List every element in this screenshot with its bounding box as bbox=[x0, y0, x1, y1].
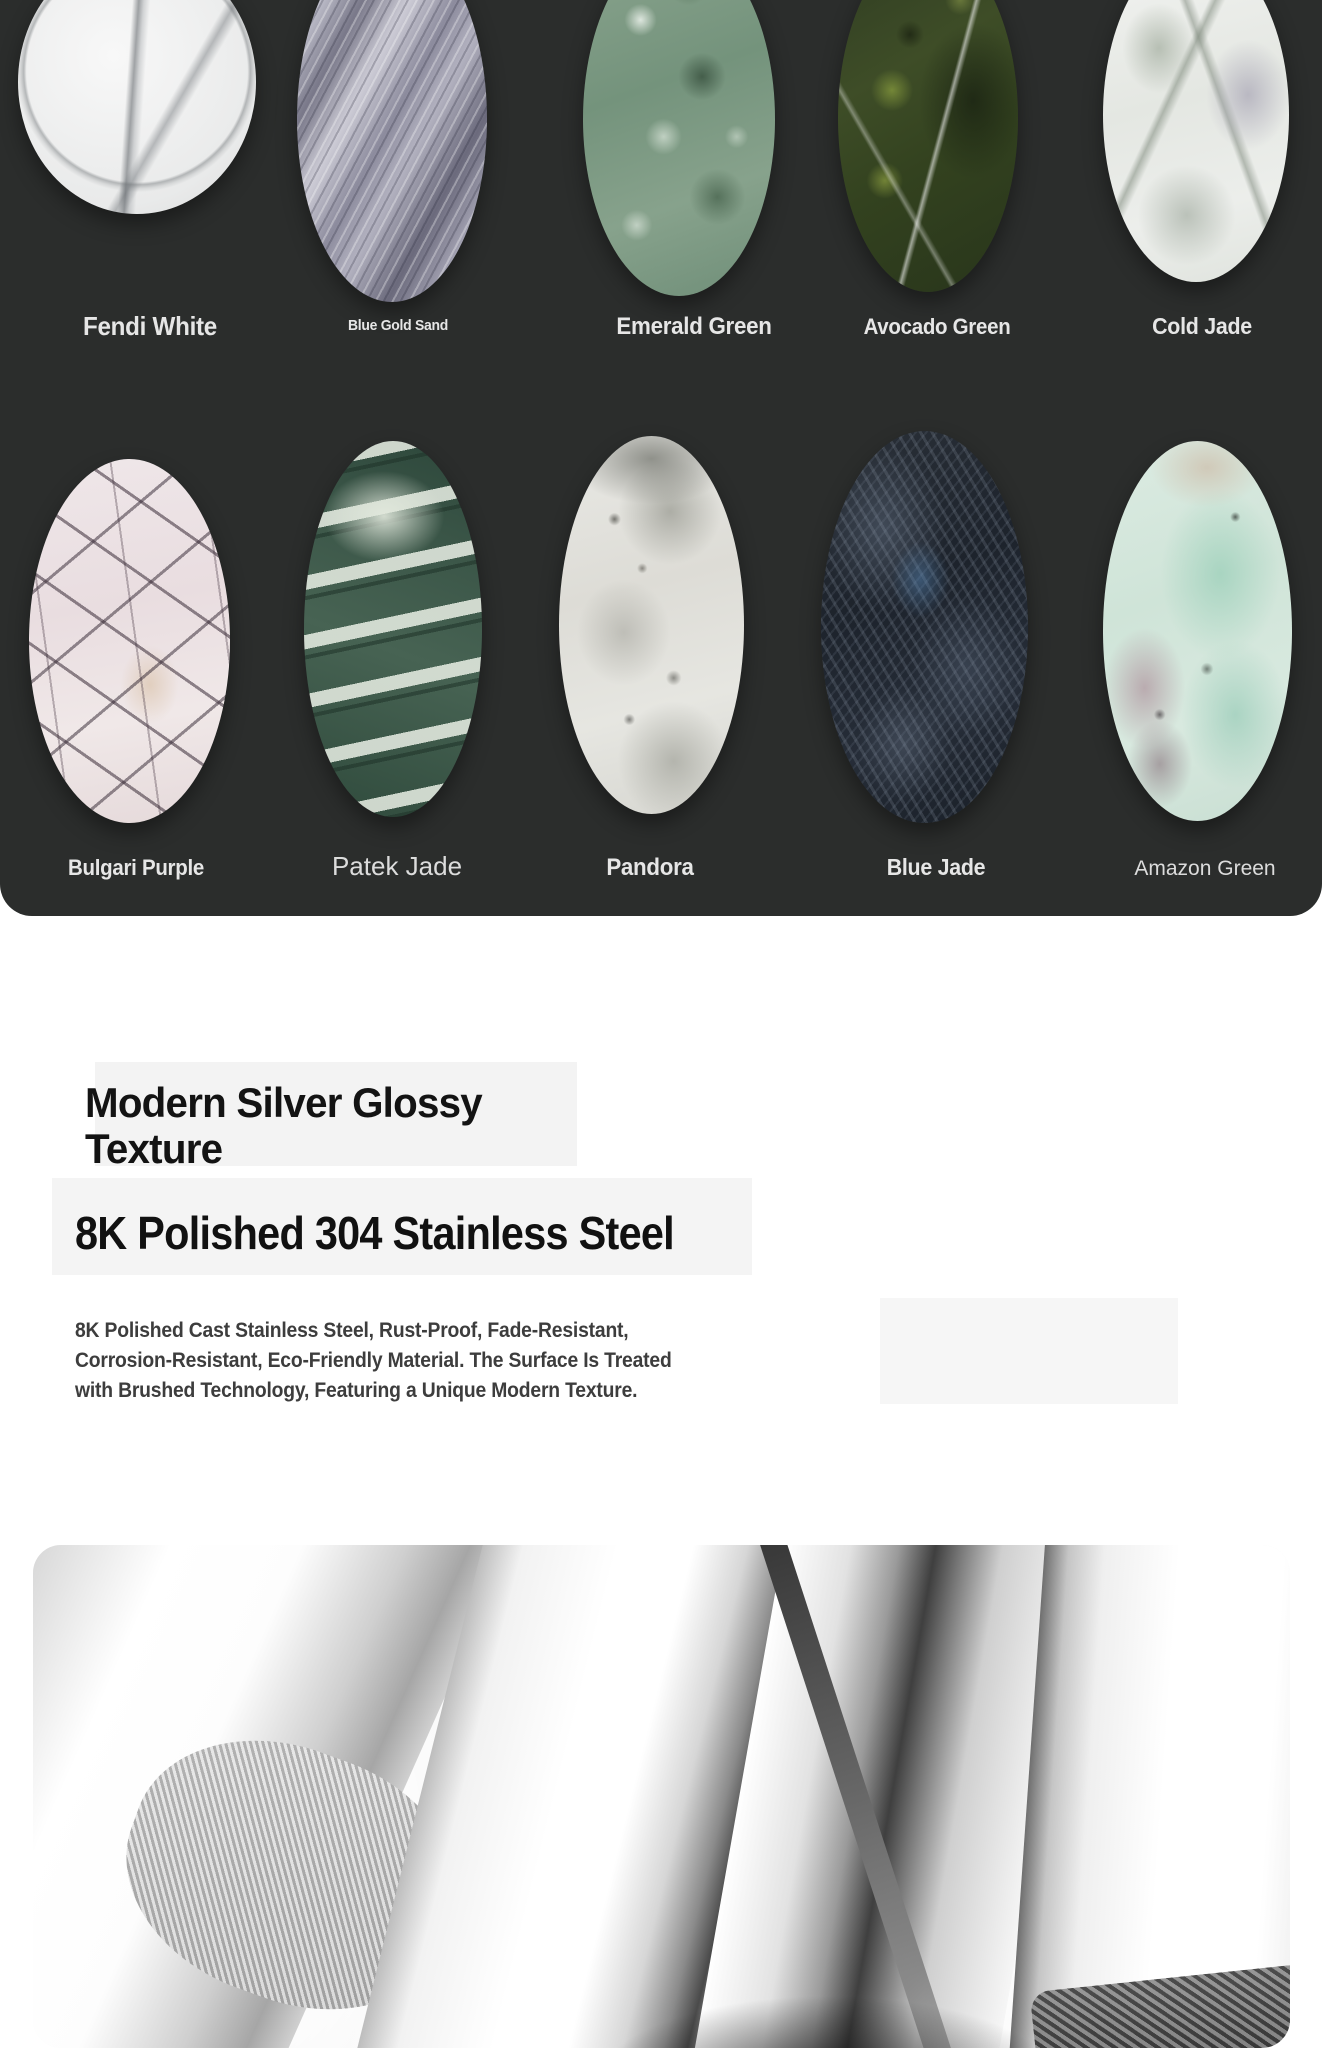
swatch-label-avocado-green: Avocado Green bbox=[863, 314, 1011, 339]
swatch-blue-jade bbox=[821, 431, 1028, 823]
swatch-label-emerald-green: Emerald Green bbox=[616, 313, 772, 340]
swatch-pandora bbox=[559, 436, 744, 814]
stainless-steel-product-image bbox=[33, 1545, 1290, 2048]
swatch-emerald-green bbox=[583, 0, 775, 296]
swatch-fendi-white bbox=[18, 0, 256, 214]
swatch-blue-gold-sand bbox=[297, 0, 487, 302]
feature-body-line: with Brushed Technology, Featuring a Unique Modern Texture. bbox=[75, 1379, 638, 1402]
feature-title-line1: Modern Silver Glossy bbox=[85, 1079, 482, 1126]
feature-title bbox=[85, 1080, 482, 1172]
swatch-avocado-green bbox=[838, 0, 1018, 292]
swatch-label-patek-jade: Patek Jade bbox=[331, 851, 463, 881]
swatch-label-cold-jade: Cold Jade bbox=[1152, 313, 1252, 339]
swatch-label-pandora: Pandora bbox=[606, 854, 694, 881]
swatch-label-amazon-green: Amazon Green bbox=[1134, 857, 1276, 880]
steel-shadow bbox=[593, 1995, 1063, 2048]
highlight-block bbox=[880, 1298, 1178, 1404]
swatch-amazon-green bbox=[1103, 441, 1292, 821]
stone-color-swatch-panel bbox=[0, 0, 1322, 916]
swatch-label-fendi-white: Fendi White bbox=[83, 311, 217, 341]
feature-subtitle: 8K Polished 304 Stainless Steel bbox=[75, 1207, 674, 1259]
swatch-patek-jade bbox=[304, 441, 482, 817]
swatch-label-bulgari-purple: Bulgari Purple bbox=[68, 855, 204, 880]
swatch-cold-jade bbox=[1103, 0, 1289, 282]
feature-body-text bbox=[75, 1316, 672, 1406]
swatch-label-blue-gold-sand: Blue Gold Sand bbox=[348, 317, 448, 334]
swatch-bulgari-purple bbox=[29, 459, 230, 823]
feature-body-line: Corrosion-Resistant, Eco-Friendly Material. The Surface Is Treated bbox=[75, 1349, 672, 1372]
swatch-label-blue-jade: Blue Jade bbox=[886, 854, 986, 880]
feature-body-line: 8K Polished Cast Stainless Steel, Rust-Proof, Fade-Resistant, bbox=[75, 1319, 629, 1342]
feature-title-line2: Texture bbox=[85, 1125, 223, 1172]
